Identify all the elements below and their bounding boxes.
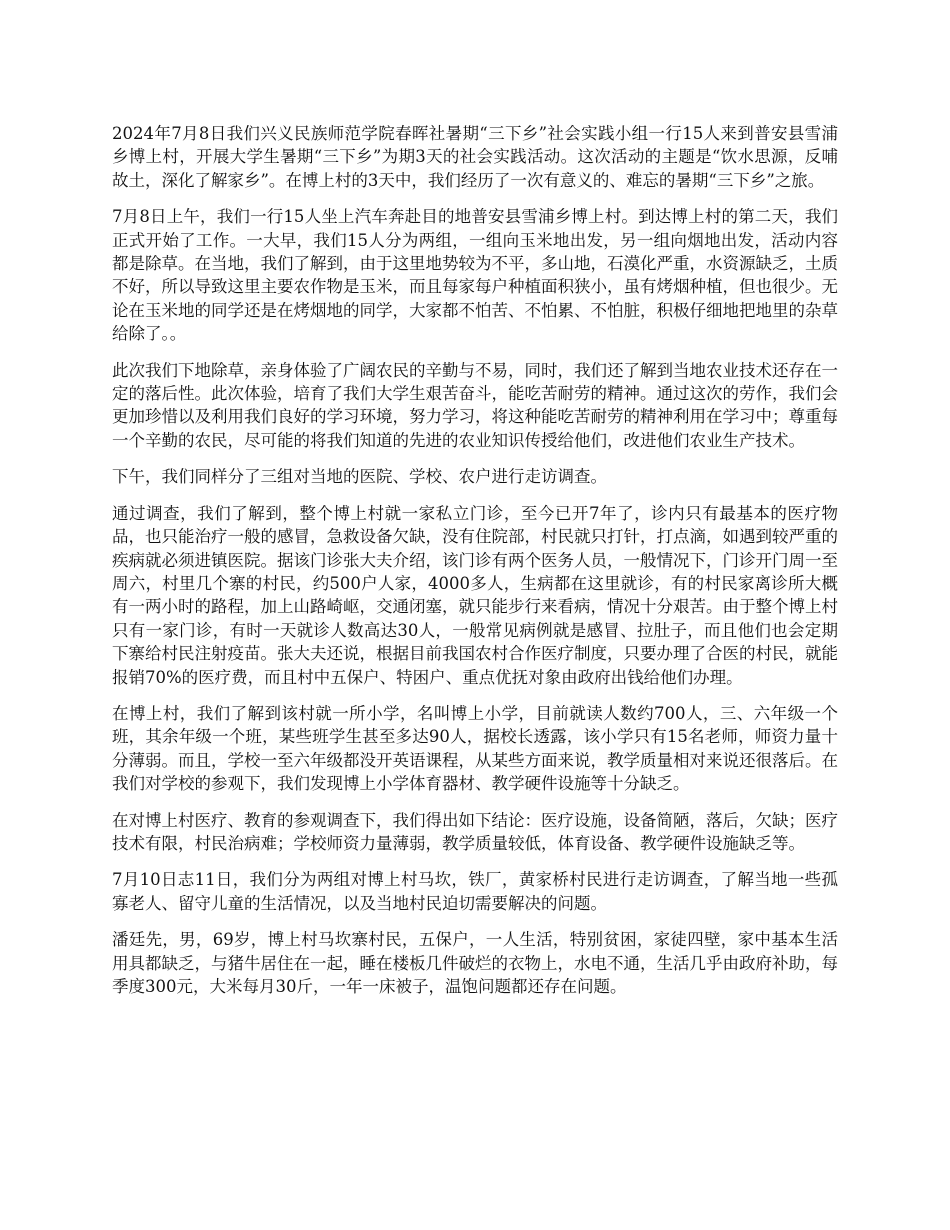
document-body (112, 122, 838, 1011)
paragraph-9: 潘廷先，男，69岁，博上村马坎寨村民，五保户，一人生活，特别贫困，家徒四壁，家中基本生活用具都缺乏，与猪牛居住在一起，睡在楼板几件破烂的衣物上，水电不通，生活几乎由政府补助，每季度300元，大米每月30斤，一年一床被子，温饱问题都还存在问题。 (112, 930, 838, 996)
paragraph-2: 7月8日上午，我们一行15人坐上汽车奔赴目的地普安县雪浦乡博上村。到达博上村的第二天，我们正式开始了工作。一大早，我们15人分为两组，一组向玉米地出发，另一组向烟地出发，活动内容都是除草。在当地，我们了解到，由于这里地势较为不平，多山地，石漠化严重，水资源缺乏，土质不好，所以导致这里主要农作物是玉米，而且每家每户种植面积狭小，虽有烤烟种植，但也很少。无论在玉米地的同学还是在烤烟地的同学，大家都不怕苦、不怕累、不怕脏，积极仔细地把地里的杂草给除了。。 (112, 207, 838, 344)
paragraph-4: 下午，我们同样分了三组对当地的医院、学校、农户进行走访调查。 (112, 467, 607, 487)
paragraph-8: 7月10日志11日，我们分为两组对博上村马坎，铁厂，黄家桥村民进行走访调查，了解当地一些孤寡老人、留守儿童的生活情况，以及当地村民迫切需要解决的问题。 (112, 870, 838, 913)
paragraph-7: 在对博上村医疗、教育的参观调查下，我们得出如下结论：医疗设施，设备简陋，落后，欠缺；医疗技术有限，村民治病难；学校师资力量薄弱，教学质量较低，体育设备、教学硬件设施缺乏等。 (112, 810, 838, 853)
paragraph-1: 2024年7月8日我们兴义民族师范学院春晖社暑期“三下乡”社会实践小组一行15人来到普安县雪浦乡博上村，开展大学生暑期“三下乡”为期3天的社会实践活动。这次活动的主题是“饮水思源，反哺故土，深化了解家乡”。在博上村的3天中，我们经历了一次有意义的、难忘的暑期“三下乡”之旅。 (112, 124, 838, 190)
paragraph-6: 在博上村，我们了解到该村就一所小学，名叫博上小学，目前就读人数约700人，三、六年级一个班，其余年级一个班，某些班学生甚至多达90人，据校长透露，该小学只有15名老师，师资力量十分薄弱。而且，学校一至六年级都没开英语课程，从某些方面来说，教学质量相对来说还很落后。在我们对学校的参观下，我们发现博上小学体育器材、教学硬件设施等十分缺乏。 (112, 703, 838, 794)
paragraph-5: 通过调查，我们了解到，整个博上村就一家私立门诊，至今已开7年了，诊内只有最基本的医疗物品，也只能治疗一般的感冒，急救设备欠缺，没有住院部，村民就只打针，打点滴，如遇到较严重的疾病就必须进镇医院。据该门诊张大夫介绍，该门诊有两个医务人员，一般情况下，门诊开门周一至周六，村里几个寨的村民，约500户人家，4000多人，生病都在这里就诊，有的村民家离诊所大概有一两小时的路程，加上山路崎岖，交通闭塞，就只能步行来看病，情况十分艰苦。由于整个博上村只有一家门诊，有时一天就诊人数高达30人，一般常见病例就是感冒、拉肚子，而且他们也会定期下寨给村民注射疫苗。张大夫还说，根据目前我国农村合作医疗制度，只要办理了合医的村民，就能报销70%的医疗费，而且村中五保户、特困户、重点优抚对象由政府出钱给他们办理。 (112, 503, 838, 687)
paragraph-3: 此次我们下地除草，亲身体验了广阔农民的辛勤与不易，同时，我们还了解到当地农业技术还存在一定的落后性。此次体验，培育了我们大学生艰苦奋斗，能吃苦耐劳的精神。通过这次的劳作，我们会更加珍惜以及利用我们良好的学习环境，努力学习，将这种能吃苦耐劳的精神利用在学习中；尊重每一个辛勤的农民，尽可能的将我们知道的先进的农业知识传授给他们，改进他们农业生产技术。 (112, 360, 838, 450)
